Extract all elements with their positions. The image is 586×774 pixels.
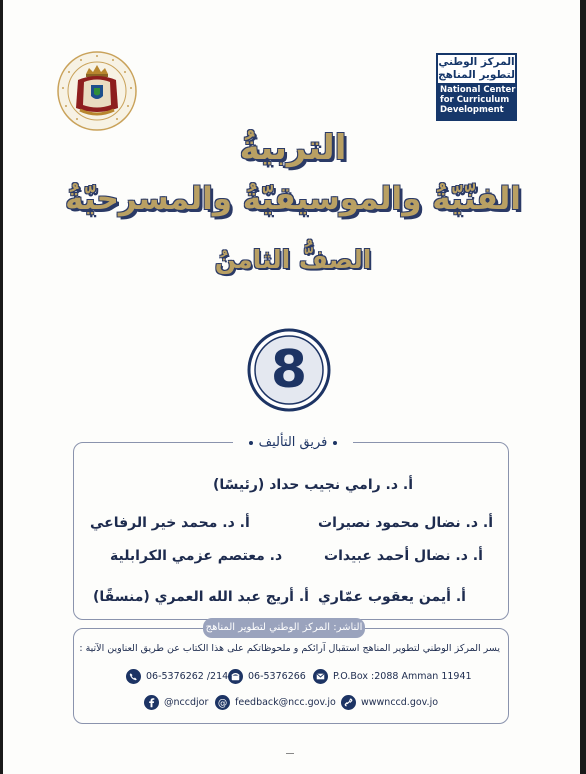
logo-arabic-line1: المركز الوطني	[438, 56, 515, 68]
pobox-text: P.O.Box :2088 Amman 11941	[333, 670, 472, 682]
grade-number: 8	[270, 340, 308, 400]
grade-title: الصفُّ الثامنُ	[214, 245, 372, 274]
facebook-icon	[144, 695, 159, 710]
facebook-contact[interactable]	[144, 694, 208, 710]
pobox-contact	[313, 668, 472, 684]
fax-contact[interactable]	[228, 668, 306, 684]
fax-icon	[228, 669, 243, 684]
publisher-label: الناشر: المركز الوطني لتطوير المناهج	[203, 618, 365, 638]
svg-text:@: @	[217, 697, 228, 709]
phone-text: 06-5376262 /214	[146, 670, 229, 682]
book-title-line2: الفنّيّةُ والموسيقيّةُ والمسرحيّةُ	[65, 181, 521, 217]
author-member: أ. د. نضال أحمد عبيدات	[324, 548, 483, 564]
phone-icon	[126, 669, 141, 684]
facebook-text: @nccdjor	[164, 696, 209, 708]
book-title-line1: التربيةُ	[239, 128, 347, 168]
link-icon	[341, 695, 356, 710]
logo-english-line3: Development	[440, 105, 504, 115]
website-text: wwwnccd.gov.jo	[361, 696, 439, 708]
author-member: أ. د. نضال محمود نصيرات	[318, 515, 494, 531]
logo-arabic-line2: لتطوير المناهج	[438, 68, 515, 81]
email-text: feedback@ncc.gov.jo	[235, 696, 336, 708]
phone-contact[interactable]	[126, 668, 228, 684]
nccd-logo	[436, 53, 517, 121]
logo-english-line2: for Curriculum	[440, 95, 510, 105]
author-member: أ. أيمن يعقوب عمّاري	[318, 589, 466, 605]
author-member: أ. أريج عبد الله العمري (منسقًا)	[93, 589, 309, 605]
author-lead: أ. د. رامي نجيب حداد (رئيسًا)	[213, 477, 414, 493]
fax-text: 06-5376266	[248, 670, 306, 682]
publisher-text: يسر المركز الوطني لتطوير المناهج استقبال آرائكم و ملحوظاتكم على هذا الكتاب عن طريق العناوين الآتية :	[79, 643, 500, 654]
email-contact[interactable]	[215, 694, 336, 710]
authors-label	[233, 434, 353, 452]
author-member: أ. د. محمد خير الرفاعي	[90, 515, 250, 531]
website-contact[interactable]	[341, 694, 438, 710]
page-mark	[286, 753, 294, 754]
at-icon	[215, 695, 230, 710]
authors-label-text: فريق التأليف	[258, 435, 328, 450]
right-border	[580, 0, 586, 774]
dot-icon	[333, 441, 337, 445]
logo-english	[436, 83, 517, 121]
mail-icon	[313, 669, 328, 684]
logo-arabic	[436, 53, 517, 83]
dot-icon	[249, 441, 253, 445]
ministry-emblem	[56, 50, 138, 132]
logo-english-line1: National Center	[440, 85, 516, 95]
author-member: د. معتصم عزمي الكرابلية	[110, 548, 283, 564]
